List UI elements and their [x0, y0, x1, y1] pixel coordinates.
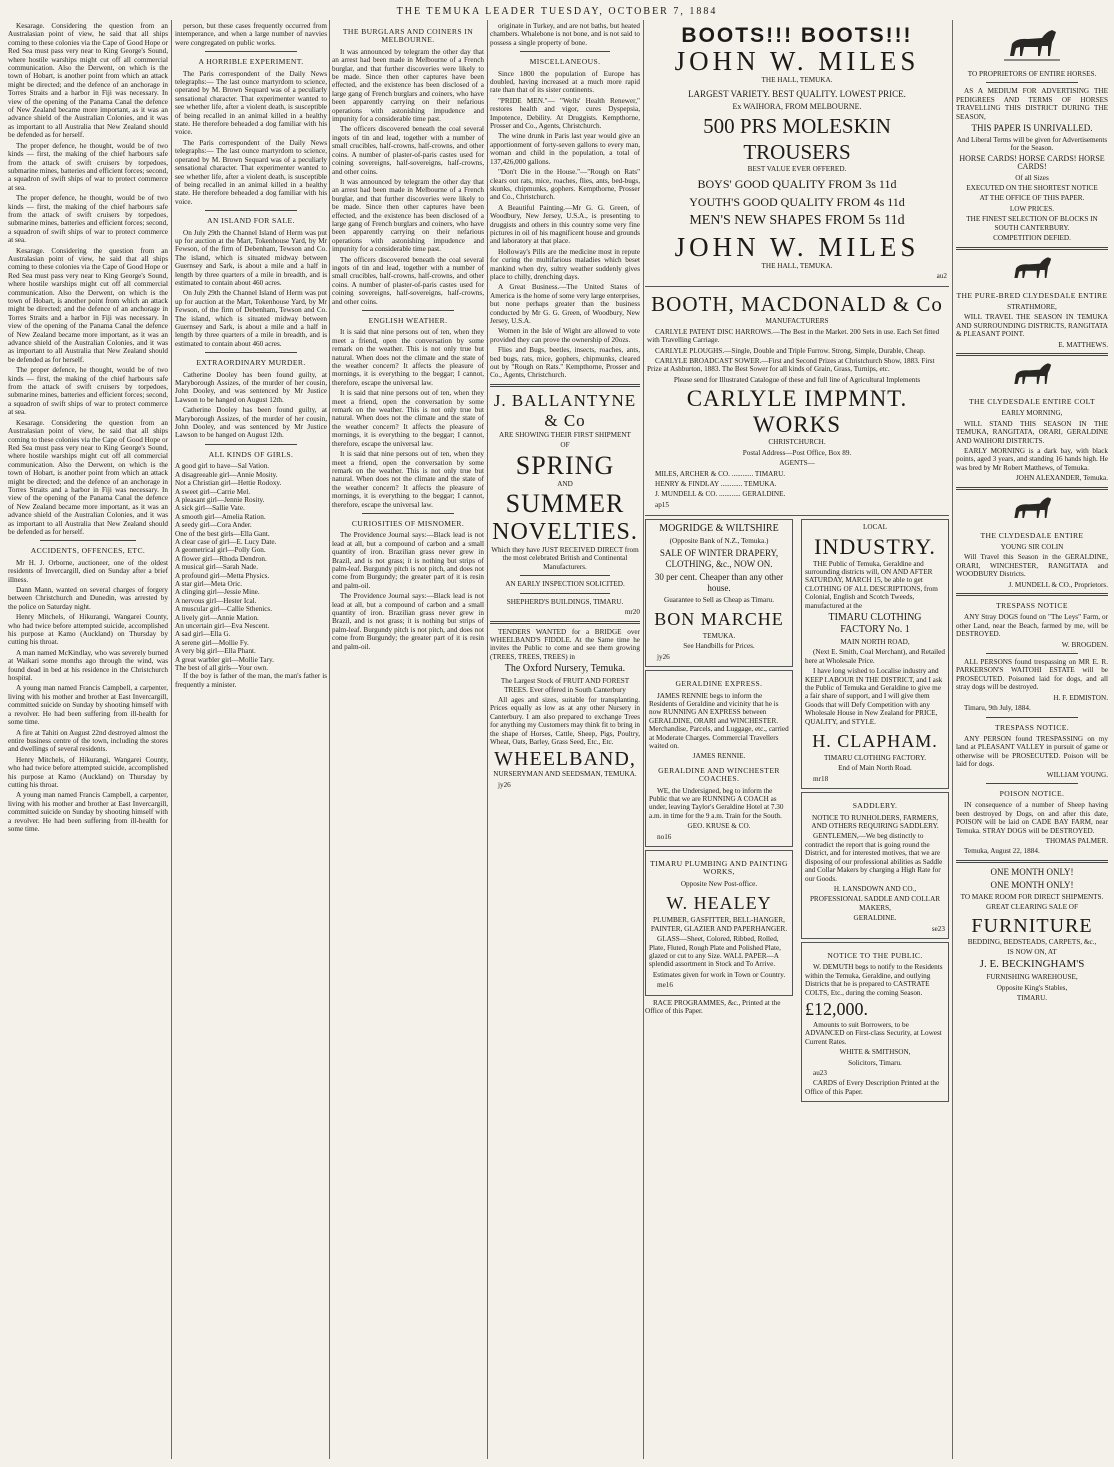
mogridge-bank: (Opposite Bank of N.Z., Temuka.) [669, 537, 769, 546]
horse-icon [1007, 360, 1057, 392]
sir-colin-name: YOUNG SIR COLIN [1000, 543, 1064, 551]
booth-line: CARLYLE BROADCAST SOWER.—First and Second Prizes at Christchurch Show, 1883. First Prize at Ashburton, 1883. The Best Sower for all kinds of Grain, Grass, Turnips, etc. [647, 357, 935, 374]
saddlery-heading: SADDLERY. [852, 801, 898, 811]
column-2 [175, 22, 327, 1457]
mogridge-temuka: TEMUKA. [702, 631, 736, 640]
ballantyne-line: ARE SHOWING THEIR FIRST SHIPMENT [499, 430, 631, 439]
column-3 [332, 22, 484, 1457]
now-on: IS NOW ON, AT [1007, 948, 1057, 956]
strathmore-heading: THE PURE-BRED CLYDESDALE ENTIRE [956, 290, 1108, 300]
trespass-date: Timaru, 9th July, 1884. [964, 704, 1031, 713]
one-month: ONE MONTH ONLY! [990, 866, 1074, 877]
industry-text: THE Public of Temuka, Geraldine and surrounding districts will, ON AND AFTER SATURDAY, MARCH 15, be able to get CLOTHING OF ALL DESCRIPTIONS, from Colonial, English and Scotch Tweeds, manufactured at the [805, 559, 938, 610]
public-text: W. DEMUTH begs to notify to the Residents within the Temuka, Geraldine, and outlying Districts that he is prepared to CASTRATE COLTS, Etc., during the coming Season. [805, 963, 943, 997]
ad-code: mr18 [813, 774, 829, 783]
industry-factory: TIMARU CLOTHING FACTORY No. 1 [828, 611, 922, 635]
article-paragraph: A Great Business.—The United States of America is the home of some very large enterprises, but none perhaps greater than the business conducted by Mr G. G. Green, of Woodbury, New Jersey, U.S.A. [490, 283, 640, 325]
beckingham-name: J. E. BECKINGHAM'S [979, 958, 1085, 971]
plumbing-advertisement [645, 850, 793, 995]
booth-city: CHRISTCHURCH. [768, 438, 826, 447]
girls-list-item: A nervous girl—Hester Ical. [175, 596, 257, 605]
loan-amount: £12,000. [805, 998, 868, 1019]
article-paragraph: On July 29th the Channel Island of Herm was put up for auction at the Mart, Tokenhouse Yard, by Mr Fewson, of the firm of Debenham, Tewson and Co. The island, which is situated midway between Guernsey and Sark, is about a mile and a half in length by three quarters of a mile in breadth, and is estimated to contain about 460 acres. [175, 289, 327, 348]
article-paragraph: The proper defence, he thought, would be of two kinds — first, the making of the chief harbours safe from the attack of swift cruisers by torpedoes, submarine mines, batteries and efficient forces; second, a squadron of swift ships of war to protect commerce at sea. [8, 194, 168, 245]
girls-list-item: A serene girl—Mollie Fy. [175, 638, 249, 647]
geraldine-name: JAMES RENNIE. [692, 752, 746, 761]
trespass-sign: W. BROGDEN. [1061, 640, 1108, 649]
horse-icon [1007, 494, 1057, 526]
opposite: Opposite King's Stables, [996, 983, 1068, 992]
article-paragraph: Henry Mitchels, of Hikurangi, Wangarei County, who had twice before attempted suicide, accomplished his purpose at Kamo (Auckland) on Thursday by cutting his throat. [8, 613, 168, 647]
saddlery-name: H. LANSDOWN AND CO., [833, 884, 917, 893]
healey-name: W. HEALEY [666, 893, 772, 914]
article-paragraph: The wine drunk in Paris last year would give an apportionment of forty-seven gallons to every man, woman and child in the population, a total of 137,426,000 gallons. [490, 132, 640, 166]
loan-role: Solicitors, Timaru. [848, 1058, 902, 1067]
article-paragraph: The proper defence, he thought, would be of two kinds — first, the making of the chief harbours safe from the attack of swift cruisers by torpedoes, submarine mines, batteries and efficient forces; second, a squadron of swift ships of war to protect commerce at sea. [8, 141, 168, 192]
booth-agent: MILES, ARCHER & CO. ............ TIMARU. [655, 469, 786, 478]
masthead: THE TEMUKA LEADER TUESDAY, OCTOBER 7, 1884 [396, 6, 718, 17]
booth-sub: MANUFACTURERS [765, 317, 829, 326]
girls-list-item: A star girl—Meta Oric. [175, 579, 243, 588]
plumbing-heading: TIMARU PLUMBING AND PAINTING WORKS, [650, 859, 788, 877]
local-industry-advertisement [801, 519, 949, 789]
girls-list-item: The best of all girls—Your own. [175, 664, 269, 673]
horse-icon [1002, 26, 1062, 66]
column-rule [487, 20, 488, 1459]
miles-name: JOHN W. MILES [674, 46, 920, 77]
industry-title: INDUSTRY. [814, 533, 936, 559]
coaches-name: GEO. KRUSE & CO. [687, 822, 751, 831]
plumbing-text: GLASS—Sheet, Colored, Ribbed, Rolled, Plate, Fluted, Rough Plate and Polished Plate, glazed or cut to any Size. WALL PAPER—A splendid assortment in Stock and To Arrive. [649, 935, 781, 969]
section-heading: CURIOSITIES OF MISNOMER. [351, 518, 465, 528]
ad-code: au23 [813, 1069, 827, 1077]
article-paragraph: A Beautiful Painting.—Mr G. G. Green, of Woodbury, New Jersey, U.S.A., is presenting to druggists and others in this country some very fine pictures in oil of his magnificent house and grounds and laboratory at that place. [490, 203, 640, 246]
article-paragraph: If the boy is father of the man, the man's father is frequently a minister. [175, 672, 327, 689]
ad-code: no16 [657, 832, 672, 841]
early-morning-text: WILL STAND THIS SEASON IN THE TEMUKA, RANGITATA, ORARI, GERALDINE AND WAIHORI DISTRICTS. [956, 419, 1108, 445]
saddlery-advertisement [801, 792, 949, 939]
office: AT THE OFFICE OF THIS PAPER. [979, 194, 1085, 203]
trespass-heading: TRESPASS NOTICE [996, 601, 1068, 611]
girls-list-item: A musical girl—Sarah Nade. [175, 563, 259, 572]
strathmore-name: STRATHMORE, [1007, 302, 1057, 311]
boots-advertisement [645, 22, 949, 287]
horse-kinds: Of all Sizes [1015, 173, 1049, 182]
booth-postal: Postal Address—Post Office, Box 89. [742, 448, 852, 457]
finest: THE FINEST SELECTION OF BLOCKS IN SOUTH CANTERBURY. [966, 215, 1098, 232]
moleskin-heading: 500 PRS MOLESKIN TROUSERS [703, 114, 891, 165]
article-paragraph: The Providence Journal says:—Black lead is not lead at all, but a compound of carbon and a small quantity of iron. Brazilian grass never grew in Brazil, and is not grass; it is nothing but strips of palm-leaf. Burgundy pitch is not pitch, and does not come from Burgundy; the greater part of it is resin and palm-oil. [332, 531, 484, 590]
strathmore-text: WILL TRAVEL THE SEASON IN TEMUKA AND SURROUNDING DISTRICTS, RANGITATA & PLEASANT POINT. [956, 313, 1108, 339]
girls-list-item: A geometrical girl—Polly Gon. [175, 546, 266, 555]
low-prices: LOW PRICES. [1009, 204, 1055, 213]
column-6-ads [956, 22, 1108, 1457]
article-paragraph: Catherine Dooley has been found guilty, at Maryborough Assizes, of the murder of her cousin, John Dooley, and was sentenced by Mr Justice Lawson to be hanged on August 12th. [175, 406, 327, 440]
summer-heading: SUMMER [505, 489, 625, 519]
healey-role: PLUMBER, GASFITTER, BELL-HANGER, PAINTER, GLAZIER AND PAPERHANGER. [650, 916, 788, 933]
booth-line: CARLYLE PLOUGHS.—Single, Double and Triple Furrow. Strong, Simple, Durable, Cheap. [655, 346, 926, 355]
girls-list-item: A smooth girl—Amelia Ration. [175, 512, 266, 521]
article-paragraph: "PRIDE MEN."— "Wells' Health Renewer," restores health and vigor, cures Dyspepsia, Impotence, Debility. At Druggists. Kempthorne, Prosser and Co., Agents, Christchurch. [490, 96, 640, 131]
mogridge-advertisement [645, 519, 793, 667]
right-half-ads [801, 516, 949, 1105]
article-paragraph: originate in Turkey, and are not baths, but heated chambers. Whalebone is not bone, and is not said to possess a single property of bone. [490, 22, 640, 47]
left-half-ads [645, 516, 793, 1017]
saddlery-text: GENTLEMEN,—We beg distinctly to contradict the report that is going round the District, and for interested motives, that we are disposing of our professional abilities as Saddle and Collar Makers by charging a High Rate for our Goods. [805, 832, 943, 883]
article-paragraph: The officers discovered beneath the coal several ingots of tin and lead, together with a number of small crucibles, half-crowns, half-crowns, and other coins. A number of plaster-of-paris castes used for coining sovereigns, half-sovereigns, half-crowns, and other coins. [332, 125, 484, 176]
proprietors-heading: TO PROPRIETORS OF ENTIRE HORSES. [967, 70, 1097, 78]
novelties-heading: NOVELTIES. [492, 519, 638, 546]
article-paragraph: The Paris correspondent of the Daily News telegraphs:— The last ounce martyrdom to science, operated by M. Brown Sequard was of a peculiarly sensational character. That experimenter wanted to see whether life, after a violent death, is susceptible of being recalled in an animal killed in a healthy state. He therefore beheaded a dog familiar with his voice. [175, 69, 327, 137]
girls-list-item: A seedy girl—Cora Ander. [175, 521, 252, 530]
trespass-text: ANY Stray DOGS found on "The Leys" Farm, or other Land, near the Beach, farmed by me, will be DESTROYED. [956, 613, 1108, 639]
article-paragraph: The officers discovered beneath the coal several ingots of tin and lead, together with a number of small crucibles, half-crowns, half-crowns, and other coins. A number of plaster-of-paris castes used for coining sovereigns, half-sovereigns, half-crowns, and other coins. [332, 255, 484, 306]
article-paragraph: Holloway's Pills are the medicine most in repute for curing the multifarious maladies which beset mankind when dry, sultry weather suddenly gives place to chilly, drenching days. [490, 247, 640, 281]
column-5-ads [645, 22, 949, 1457]
article-paragraph: A man named McKindlay, who was severely burned at Waikari some months ago through the wind, was found dead in bed at his residence in the Christchurch hospital. [8, 648, 168, 683]
mogridge-sale: SALE OF WINTER DRAPERY, CLOTHING, &c., NOW ON. [659, 547, 779, 569]
section-heading: AN ISLAND FOR SALE. [207, 216, 295, 226]
booth-name: BOOTH, MACDONALD & Co [651, 292, 943, 317]
article-paragraph: A young man named Francis Campbell, a carpenter, living with his mother and brother at East Invercargill, committed suicide on Sunday by shooting himself with a revolver. He had been suffering from ill-health for some time. [8, 791, 168, 833]
clapham-sub: TIMARU CLOTHING FACTORY. [823, 754, 927, 763]
coaches-text: WE, the Undersigned, beg to inform the Public that we are RUNNING A COACH as under, leaving Taylor's Geraldine Hotel at 7.30 a.m. in time for the 9 a.m. Train for the South. [649, 786, 784, 820]
girls-list-item: A very big girl—Ella Phant. [175, 647, 256, 656]
article-paragraph: Kesarage. Considering the question from an Australasian point of view, he said that all ships coming to these colonies via the Cape of Good Hope or Red Sea must pass very near to King George's Sound, where hostile warships might cut off all commercial communication. Also the Derwent, on which is the town of Hobart, is another point from which an attack might be directed; and the defence of an anchorage in Torres Straits and a harbor in Fiji was necessary. In view of the opening of the Panama Canal the defence of New Zealand became more important, as it was an advance shield of the Australian Colonies, and it was as important to all Australia that New Zealand should be defended as for herself. [8, 22, 168, 140]
column-rule [171, 20, 172, 1459]
miles-ship: Ex WAIHORA, FROM MELBOURNE. [732, 101, 862, 111]
article-paragraph: It is said that nine persons out of ten, when they meet a friend, open the conversation by some remark on the weather. This is not only true but natural. When does not the climate and the state of the weather concern? It affects the pleasure of mornings, it is everything to the beggar; I cannot, therefore, escape the universal law. [332, 450, 484, 509]
poison-text: IN consequence of a number of Sheep having been destroyed by Dogs, on and after this date, POISON will be laid on CADE BAY FARM, near Temuka. STRAY DOGS will be DESTROYED. [956, 801, 1108, 835]
ad-code: mr20 [624, 608, 640, 617]
miles-value: BEST VALUE EVER OFFERED. [747, 165, 847, 174]
article-paragraph: Since 1800 the population of Europe has doubled, having increased at a much more rapid rate than that of its sister continents. [490, 69, 640, 95]
column-1 [8, 22, 168, 1457]
plumbing-sub: Opposite New Post-office. [680, 879, 758, 888]
boys-price: BOYS' GOOD QUALITY FROM 3s 11d [697, 176, 897, 191]
plumbing-estimates: Estimates given for work in Town or Country. [652, 970, 786, 979]
girls-list-item: A lively girl—Annie Mation. [175, 613, 259, 622]
trespass-text: ALL PERSONS found trespassing on MR E. R. PARKERSON'S WAITOHI ESTATE will be PROSECUTED. Poisoned laid for dogs, and all stray dogs will be destroyed. [956, 658, 1108, 692]
ballantyne-of: OF [560, 441, 570, 450]
article-paragraph: Catherine Dooley has been found guilty, at Maryborough Assizes, of the murder of her cousin, John Dooley, and was sentenced by Mr Justice Lawson to be hanged on August 12th. [175, 370, 327, 404]
geraldine-express-advertisement [645, 670, 793, 847]
ballantyne-and: AND [557, 479, 573, 488]
nursery-name: The Oxford Nursery, Temuka. [504, 663, 626, 675]
column-rule [952, 20, 953, 1459]
trespass-sign: H. F. EDMISTON. [1053, 693, 1108, 702]
sir-colin-text: Will Travel this Season in the GERALDINE, ORARI, WINCHESTER, RANGITATA and WOODBURY Districts. [956, 553, 1108, 579]
industry-body: I have long wished to Localise industry and KEEP LABOUR IN THE DISTRICT, and I ask the Public of Temuka and Geraldine to give me a fair share of support, and I will give them Goods that will Defy Competition with any Wholesale House in New Zealand for PRICE, QUALITY, and STYLE. [805, 667, 943, 726]
mogridge-cheaper: 30 per cent. Cheaper than any other house. [654, 571, 784, 593]
article-paragraph: Women in the Isle of Wight are allowed to vote provided they can prove the ownership of 20ozs. [490, 327, 640, 344]
saddlery-role: PROFESSIONAL SADDLE AND COLLAR MAKERS, [809, 895, 941, 912]
sir-colin-heading: THE CLYDESDALE ENTIRE [980, 530, 1084, 540]
section-heading: A HORRIBLE EXPERIMENT. [198, 57, 304, 67]
booth-agent: HENRY & FINDLAY ............ TEMUKA. [655, 479, 777, 488]
one-month: ONE MONTH ONLY! [990, 879, 1074, 890]
race-programmes-notice: RACE PROGRAMMES, &c., Printed at the Office of this Paper. [645, 998, 781, 1015]
early-morning-heading: THE CLYDESDALE ENTIRE COLT [969, 396, 1095, 406]
public-heading: NOTICE TO THE PUBLIC. [827, 950, 923, 960]
ad-code: se23 [931, 924, 945, 933]
ad-code: me16 [657, 981, 673, 990]
booth-agents: AGENTS— [779, 459, 815, 468]
mogridge-guarantee: Guarantee to Sell as Cheap as Timaru. [664, 595, 774, 604]
girls-list-item: A flower girl—Rhoda Dendron. [175, 554, 267, 563]
clearing-sale: GREAT CLEARING SALE OF [986, 903, 1078, 912]
horse-cards: HORSE CARDS! HORSE CARDS! HORSE CARDS! [959, 153, 1105, 172]
miles-hall-2: THE HALL, TEMUKA. [761, 261, 833, 270]
booth-line: CARLYLE PATENT DISC HARROWS.—The Best in the Market. 200 Sets in use. Each Set fitted with Travelling Carriage. [647, 327, 940, 345]
article-paragraph: It was announced by telegram the other day that an arrest had been made in Melbourne of a French burglar, and that further discoveries were likely to be made. Since then other captures have been effected, and the existence has been disclosed of a large gang of French burglars and coiners, who have been apparently carrying on their nefarious operations with astonishing impudence and impunity for a considerable time past. [332, 47, 484, 124]
poison-sign: THOMAS PALMER. [1045, 836, 1108, 845]
girls-list-item: A great warbler girl—Mollie Tary. [175, 655, 274, 664]
ad-code: au2 [936, 272, 947, 281]
article-paragraph: Mr H. J. Orborne, auctioneer, one of the oldest residents of Invercargill, died on Sunday after a brief illness. [8, 558, 168, 584]
mogridge-handbills: See Handbills for Prices. [683, 642, 755, 651]
mens-price: MEN'S NEW SHAPES FROM 5s 11d [689, 212, 905, 228]
article-paragraph: Kesarage. Considering the question from an Australasian point of view, he said that all ships coming to these colonies via the Cape of Good Hope or Red Sea must pass very near to King George's Sound, where hostile warships might cut off all commercial communication. Also the Derwent, on which is the town of Hobart, is another point from which an attack might be directed; and the defence of an anchorage in Torres Straits and a harbor in Fiji was necessary. In view of the opening of the Panama Canal the defence of New Zealand became more important, as it was an advance shield of the Australian Colonies, and it was as important to all Australia that New Zealand should be defended as for herself. [8, 418, 168, 536]
article-paragraph: A fire at Tahiti on August 22nd destroyed almost the entire business centre of the town, including the stores and dwellings of several residents. [8, 728, 168, 754]
article-paragraph: Henry Mitchels, of Hikurangi, Wangarei County, who had twice before attempted suicide, accomplished his purpose at Kamo (Auckland) on Thursday by cutting his throat. [8, 755, 168, 789]
early-morning-name: EARLY MORNING, [1001, 409, 1063, 418]
sir-colin-sign: J. MUNDELL & CO., Proprietors. [1008, 580, 1108, 589]
ballantyne-inspection: AN EARLY INSPECTION SOLICITED. [505, 580, 625, 589]
booth-advertisement [645, 287, 949, 516]
miles-name-2: JOHN W. MILES [674, 231, 920, 262]
ballantyne-advertisement [490, 391, 640, 617]
ad-code: jy26 [657, 652, 670, 661]
poison-date: Temuka, August 22, 1884. [964, 847, 1040, 856]
nursery-body: All ages and sizes, suitable for transplanting. Prices equally as low as at any other Nursery in Canterbury. I am also prepared to exchange Trees for anything my Customers may think fit to bring in the shape of Horses, Cattle, Sheep, Pigs, Poultry, Wheat, Oats, Barley, Grass Seed, Etc., Etc. [490, 695, 640, 746]
girls-list-item: A sad girl—Ella G. [175, 630, 231, 639]
notice-to-public [801, 942, 949, 1102]
trespass-sign: WILLIAM YOUNG. [1046, 770, 1108, 779]
wheelband-name: WHEELBAND, [494, 748, 636, 771]
column-rule [643, 20, 644, 1459]
coaches-heading: GERALDINE AND WINCHESTER COACHES. [658, 765, 780, 784]
competition: COMPETITION DEFIED. [993, 234, 1071, 243]
ad-code: ap15 [655, 500, 669, 509]
section-heading: ACCIDENTS, OFFENCES, ETC. [30, 546, 146, 556]
spring-heading: SPRING [515, 450, 615, 480]
bedding: BEDDING, BEDSTEADS, CARPETS, &c., [967, 937, 1097, 946]
girls-list-item: An uncertain girl—Eva Nescent. [175, 622, 270, 630]
article-paragraph: It is said that nine persons out of ten, when they meet a friend, open the conversation by some remark on the weather. This is not only true but natural. When does not the climate and the state of the weather concern? It affects the pleasure of mornings, it is everything to the beggar; I cannot, therefore, escape the universal law. [332, 389, 484, 448]
article-paragraph: Flies and Bugs, beetles, insects, roaches, ants, bed bugs, rats, mice, gophers, chipmunks, cleared out by "Rough on Rats." Kempthorne, Prosser and Co., Agents, Christchurch. [490, 346, 640, 380]
bon-marche: BON MARCHE [654, 608, 784, 629]
carlyle-works: CARLYLE IMPMNT. WORKS [686, 386, 908, 438]
horse-icon [1007, 254, 1057, 286]
saddlery-place: GERALDINE. [853, 914, 897, 923]
girls-list-item: A clear case of girl—E. Lucy Date. [175, 537, 277, 546]
section-heading: EXTRAORDINARY MURDER. [196, 358, 306, 368]
trespass-heading: TRESPASS NOTICE. [994, 722, 1070, 732]
article-paragraph: The Providence Journal says:—Black lead is not lead at all, but a compound of carbon and a small quantity of iron. Brazilian grass never grew in Brazil, and is not grass; it is nothing but strips of palm-leaf. Burgundy pitch is not pitch, and does not come from Burgundy; the greater part of it is resin and palm-oil. [332, 592, 484, 651]
geraldine-text: JAMES RENNIE begs to inform the Residents of Geraldine and vicinity that he is now RUNNING AN EXPRESS between GERALDINE, ORARI and WINCHESTER. Merchandise, Parcels, and Luggage, etc., carried at Moderate Charges. Commercial Travellers waited on. [649, 691, 789, 750]
make-room: TO MAKE ROOM FOR DIRECT SHIPMENTS. [960, 892, 1104, 901]
two-column-ads [645, 516, 949, 1166]
girls-list [175, 462, 327, 672]
poison-heading: POISON NOTICE. [999, 788, 1065, 798]
trespass-text: ANY PERSON found TRESPASSING on my land at PLEASANT VALLEY in pursuit of game or otherwise will be PROSECUTED. Poison will be laid for dogs. [956, 734, 1108, 769]
girls-list-item: A sweet girl—Carrie Mel. [175, 487, 251, 496]
mogridge-name: MOGRIDGE & WILTSHIRE [659, 523, 779, 535]
ballantyne-address: SHEPHERD'S BUILDINGS, TIMARU. [506, 597, 624, 606]
liberal-terms: And Liberal Terms will be given for Advertisements for the Season. [956, 136, 1108, 153]
boots-heading: BOOTS!!! BOOTS!!! [681, 24, 913, 47]
clapham-name: H. CLAPHAM. [812, 731, 938, 752]
girls-list-item: A disagreeable girl—Annie Mosity. [175, 470, 278, 479]
industry-street: MAIN NORTH ROAD, [840, 637, 910, 646]
booth-catalogue: Please send for Illustrated Catalogue of these and full line of Agricultural Implements [673, 375, 921, 384]
industry-prev: (Next E. Smith, Coal Merchant), and Retailed here at Wholesale Price. [805, 648, 945, 665]
article-paragraph: It is said that nine persons out of ten, when they meet a friend, open the conversation by some remark on the weather. This is not only true but natural. When does not the climate and the state of the weather concern? It affects the pleasure of mornings, it is everything to the beggar; I cannot, therefore, escape the universal law. [332, 328, 484, 387]
section-heading: THE BURGLARS AND COINERS IN MELBOURNE. [342, 27, 474, 45]
column-rule [329, 20, 330, 1459]
girls-list-item: A profound girl—Metta Physics. [175, 571, 270, 580]
ballantyne-desc: Which they have JUST RECEIVED DIRECT from the most celebrated British and Continental Manufacturers. [491, 546, 639, 571]
girls-list-item: A muscular girl—Callie Sthenics. [175, 605, 273, 614]
industry-local: LOCAL [863, 523, 887, 532]
tenders-text: TENDERS WANTED for a BRIDGE over WHEELBAND'S FIDDLE. At the Same time he invites the Public to come and see them growing (TREES, TREES, TREES) in [490, 627, 640, 661]
unrivalled: THIS PAPER IS UNRIVALLED. [971, 123, 1093, 134]
ballantyne-name: J. BALLANTYNE & Co [493, 390, 637, 430]
wheelband-advertisement [490, 628, 640, 790]
article-paragraph: "Don't Die in the House."—"Rough on Rats" clears out rats, mice, roaches, flies, ants, bed-bugs, skunks, chipmunks, gophers. Kempthorne, Prosser and Co., Christchurch. [490, 168, 640, 202]
clapham-addr: End of Main North Road. [838, 764, 912, 773]
early-morning-body: EARLY MORNING is a dark bay, with black points, aged 3 years, and standing 16 hands high. He was bred by Mr Robert Matthews, of Temuka. [956, 446, 1108, 472]
wheelband-role: NURSERYMAN AND SEEDSMAN, TEMUKA. [493, 770, 637, 779]
booth-agent: J. MUNDELL & CO. ............ GERALDINE. [655, 490, 786, 499]
article-paragraph: Dann Mann, wanted on several charges of forgery between Christchurch and Dunedin, was arrested by the police on Saturday night. [8, 586, 168, 611]
medium-text: AS A MEDIUM FOR ADVERTISING THE PEDIGREES AND TERMS OF HORSES TRAVELLING THIS DISTRICT DURING THE SEASON, [956, 87, 1108, 121]
saddlery-notice: NOTICE TO RUNHOLDERS, FARMERS, AND OTHERS REQUIRING SADDLERY. [811, 813, 939, 831]
warehouse: FURNISHING WAREHOUSE, [986, 973, 1078, 982]
geraldine-heading: GERALDINE EXPRESS. [675, 679, 763, 689]
loan-text: Amounts to suit Borrowers, to be ADVANCED on First-class Security, at Lowest Current Rates. [805, 1020, 942, 1046]
girls-list-item: A sick girl—Sallie Vate. [175, 504, 245, 513]
cards-notice: CARDS of Every Description Printed at the Office of this Paper. [805, 1079, 940, 1096]
youths-price: YOUTH'S GOOD QUALITY FROM 4s 11d [689, 194, 905, 209]
article-paragraph: A young man named Francis Campbell, a carpenter, living with his mother and brother at East Invercargill, committed suicide on Sunday by shooting himself with a revolver. He had been suffering from ill-health for some time. [8, 684, 168, 727]
loan-solicitors: WHITE & SMITHSON, [839, 1048, 911, 1057]
column-4 [490, 22, 640, 1457]
girls-list-item: One of the best girls—Ella Gant. [175, 529, 270, 538]
miles-tagline: LARGEST VARIETY. BEST QUALITY. LOWEST PRICE. [688, 88, 906, 99]
girls-list-item: A clinging girl—Jessie Mine. [175, 588, 260, 597]
early-morning-sign: JOHN ALEXANDER, Temuka. [1016, 474, 1108, 483]
article-paragraph: person, but these cases frequently occurred from intemperance, and when a large number of navvies were congregated on public works. [175, 22, 327, 47]
section-heading: ALL KINDS OF GIRLS. [208, 449, 294, 459]
section-heading: MISCELLANEOUS. [529, 57, 601, 67]
miles-hall: THE HALL, TEMUKA. [761, 76, 833, 85]
furniture-heading: FURNITURE [971, 914, 1093, 937]
ad-code: jy26 [498, 780, 511, 789]
girls-list-item: Not a Christian girl—Hettie Rodoxy. [175, 479, 282, 488]
girls-list-item: A pleasant girl—Jennie Rosity. [175, 495, 265, 504]
article-paragraph: The proper defence, he thought, would be of two kinds — first, the making of the chief harbours safe from the attack of swift cruisers by torpedoes, submarine mines, batteries and efficient forces; second, a squadron of swift ships of war to protect commerce at sea. [8, 366, 168, 417]
section-heading: ENGLISH WEATHER. [368, 316, 448, 325]
nursery-sub: The Largest Stock of FRUIT AND FOREST TREES. Ever offered in South Canterbury [500, 677, 630, 694]
article-paragraph: On July 29th the Channel Island of Herm was put up for auction at the Mart, Tokenhouse Yard, by Mr Fewson, of the firm of Debenham, Tewson and Co. The island, which is situated midway between Guernsey and Sark, is about a mile and a half in length by three quarters of a mile in breadth, and is estimated to contain about 460 acres. [175, 228, 327, 287]
strathmore-sign: E. MATTHEWS. [1058, 340, 1108, 349]
article-paragraph: It was announced by telegram the other day that an arrest had been made in Melbourne of a French burglar, and that further discoveries were likely to be made. Since then other captures have been effected, and the existence has been disclosed of a large gang of French burglars and coiners, who have been apparently carrying on their nefarious operations with astonishing impudence and impunity for a considerable time past. [332, 177, 484, 254]
girls-list-item: A good girl to have—Sal Vation. [175, 462, 270, 471]
town: TIMARU. [1016, 994, 1048, 1003]
article-paragraph: The Paris correspondent of the Daily News telegraphs:— The last ounce martyrdom to science, operated by M. Brown Sequard was of a peculiarly sensational character. That experimenter wanted to see whether life, after a violent death, is susceptible of being recalled in an animal killed in a healthy state. He therefore beheaded a dog familiar with his voice. [175, 138, 327, 206]
executed: EXECUTED ON THE SHORTEST NOTICE [966, 184, 1098, 193]
article-paragraph: Kesarage. Considering the question from an Australasian point of view, he said that all ships coming to these colonies via the Cape of Good Hope or Red Sea must pass very near to King George's Sound, where hostile warships might cut off all commercial communication. Also the Derwent, on which is the town of Hobart, is another point from which an attack might be directed; and the defence of an anchorage in Torres Straits and a harbor in Fiji was necessary. In view of the opening of the Panama Canal the defence of New Zealand became more important, as it was an advance shield of the Australian Colonies, and it was as important to all Australia that New Zealand should be defended as for herself. [8, 246, 168, 364]
